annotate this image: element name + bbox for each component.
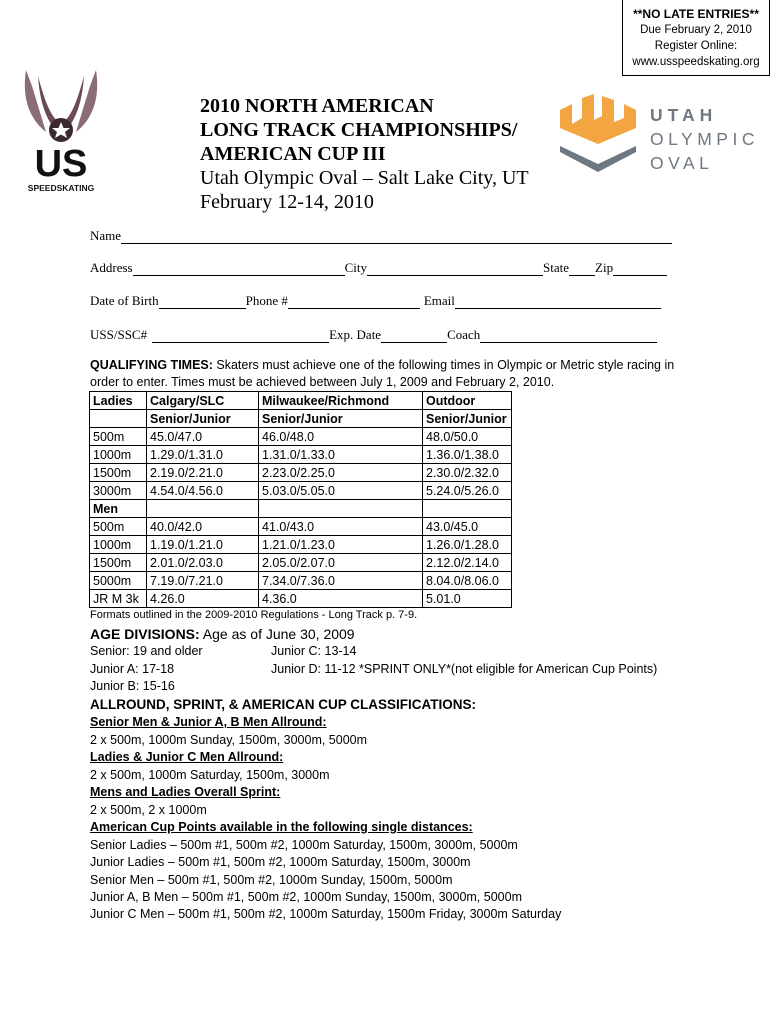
oval-word-utah: UTAH [650, 105, 718, 125]
table-cell: 2.30.0/2.32.0 [423, 464, 512, 482]
table-cell: JR M 3k [90, 590, 147, 608]
table-header-cell: Calgary/SLC [147, 392, 259, 410]
table-cell: 1.31.0/1.33.0 [259, 446, 423, 464]
age-divisions-heading: AGE DIVISIONS: [90, 626, 200, 642]
table-header-cell: Milwaukee/Richmond [259, 392, 423, 410]
senior-men-allround-text: 2 x 500m, 1000m Sunday, 1500m, 3000m, 5000m [90, 733, 368, 747]
uss-field[interactable] [152, 328, 329, 343]
oval-word-oval: OVAL [650, 153, 714, 173]
name-label: Name [90, 228, 122, 243]
table-cell: 2.01.0/2.03.0 [147, 554, 259, 572]
table-cell [423, 500, 512, 518]
table-cell: 7.34.0/7.36.0 [259, 572, 423, 590]
american-cup-heading: American Cup Points available in the following single distances: [90, 820, 473, 834]
senior-men-allround-heading: Senior Men & Junior A, B Men Allround: [90, 715, 327, 729]
address-field[interactable] [133, 261, 345, 276]
table-row [90, 590, 512, 608]
register-url[interactable]: www.usspeedskating.org [632, 56, 760, 68]
table-cell: 500m [90, 518, 147, 536]
dob-row [90, 293, 661, 311]
table-row [90, 518, 512, 536]
city-label: City [344, 260, 368, 275]
regulations-footnote: Formats outlined in the 2009-2010 Regulations - Long Track p. 7-9. [90, 609, 418, 621]
state-field[interactable] [569, 261, 595, 276]
uss-row [90, 327, 657, 345]
american-cup-junior-ladies: Junior Ladies – 500m #1, 500m #2, 1000m Saturday, 1500m, 3000m [90, 855, 471, 869]
age-divisions-heading-row [90, 625, 355, 644]
oval-word-olympic: OLYMPIC [650, 129, 759, 149]
table-header-row [90, 392, 512, 410]
overall-sprint-text: 2 x 500m, 2 x 1000m [90, 803, 207, 817]
register-online-label: Register Online: [654, 40, 738, 52]
qualifying-heading: QUALIFYING TIMES: [90, 358, 213, 372]
table-header-cell: Senior/Junior [259, 410, 423, 428]
qualifying-text-1: Skaters must achieve one of the following times in Olympic or Metric style racing in [212, 358, 675, 372]
table-cell [147, 500, 259, 518]
address-row [90, 260, 667, 278]
name-row [90, 228, 672, 246]
age-junior-c: Junior C: 13-14 [271, 644, 357, 658]
qualifying-times-table [89, 391, 512, 608]
coach-label: Coach [447, 327, 481, 342]
table-row [90, 500, 512, 518]
title-line-1: 2010 NORTH AMERICAN [200, 95, 434, 117]
qualifying-text-2: order to enter. Times must be achieved between July 1, 2009 and February 2, 2010. [90, 375, 555, 389]
table-cell: 1500m [90, 554, 147, 572]
table-cell: 2.05.0/2.07.0 [259, 554, 423, 572]
age-senior: Senior: 19 and older [90, 644, 203, 658]
table-cell: 48.0/50.0 [423, 428, 512, 446]
utah-olympic-oval-wordmark [650, 103, 759, 175]
table-cell: 1500m [90, 464, 147, 482]
table-cell: 4.26.0 [147, 590, 259, 608]
us-speedskating-logo [18, 66, 104, 194]
table-cell: 5.03.0/5.05.0 [259, 482, 423, 500]
table-row [90, 446, 512, 464]
table-row [90, 482, 512, 500]
overall-sprint-heading: Mens and Ladies Overall Sprint: [90, 785, 281, 799]
table-cell: 8.04.0/8.06.0 [423, 572, 512, 590]
us-speedskating-emblem-icon [18, 66, 104, 194]
table-header-cell: Senior/Junior [423, 410, 512, 428]
table-cell: 5.01.0 [423, 590, 512, 608]
table-row [90, 554, 512, 572]
table-cell: 1.21.0/1.23.0 [259, 536, 423, 554]
phone-label: Phone # [245, 293, 288, 308]
event-location: Utah Olympic Oval – Salt Lake City, UT [200, 167, 529, 189]
table-cell: 500m [90, 428, 147, 446]
table-cell: 5000m [90, 572, 147, 590]
age-as-of: Age as of June 30, 2009 [199, 626, 355, 642]
email-field[interactable] [455, 294, 661, 309]
table-row [90, 464, 512, 482]
table-cell: 1000m [90, 446, 147, 464]
table-header-cell: Ladies [90, 392, 147, 410]
table-cell: 1.26.0/1.28.0 [423, 536, 512, 554]
american-cup-junior-ab-men: Junior A, B Men – 500m #1, 500m #2, 1000m Sunday, 1500m, 3000m, 5000m [90, 890, 522, 904]
title-line-2: LONG TRACK CHAMPIONSHIPS/ [200, 119, 518, 141]
dob-label: Date of Birth [90, 293, 159, 308]
table-cell: 40.0/42.0 [147, 518, 259, 536]
table-cell: 3000m [90, 482, 147, 500]
email-label: Email [423, 293, 455, 308]
age-junior-b: Junior B: 15-16 [90, 679, 175, 693]
no-late-entries: **NO LATE ENTRIES** [633, 7, 759, 21]
table-cell: 2.19.0/2.21.0 [147, 464, 259, 482]
table-cell: 7.19.0/7.21.0 [147, 572, 259, 590]
table-cell: 4.36.0 [259, 590, 423, 608]
table-cell: 1.29.0/1.31.0 [147, 446, 259, 464]
due-date: Due February 2, 2010 [640, 24, 752, 36]
age-junior-a: Junior A: 17-18 [90, 662, 175, 676]
zip-field[interactable] [613, 261, 667, 276]
table-row [90, 536, 512, 554]
state-label: State [543, 260, 570, 275]
american-cup-senior-men: Senior Men – 500m #1, 500m #2, 1000m Sunday, 1500m, 5000m [90, 873, 453, 887]
utah-olympic-oval-logo [556, 94, 640, 172]
table-header-cell: Outdoor [423, 392, 512, 410]
title-line-3: AMERICAN CUP III [200, 143, 386, 165]
name-field[interactable] [121, 229, 672, 244]
table-cell: 1.36.0/1.38.0 [423, 446, 512, 464]
table-row [90, 428, 512, 446]
qualifying-intro-1 [90, 357, 674, 375]
classifications-heading: ALLROUND, SPRINT, & AMERICAN CUP CLASSIFICATIONS: [90, 697, 477, 712]
table-cell: 5.24.0/5.26.0 [423, 482, 512, 500]
table-cell: 2.12.0/2.14.0 [423, 554, 512, 572]
us-letters: US [34, 143, 88, 185]
ladies-allround-text: 2 x 500m, 1000m Saturday, 1500m, 3000m [90, 768, 330, 782]
table-cell: 1000m [90, 536, 147, 554]
late-entries-box [622, 0, 770, 76]
table-header-row [90, 410, 512, 428]
men-label-cell: Men [90, 500, 147, 518]
table-cell: 41.0/43.0 [259, 518, 423, 536]
american-cup-junior-c-men: Junior C Men – 500m #1, 500m #2, 1000m Saturday, 1500m Friday, 3000m Saturday [90, 907, 562, 921]
table-cell: 46.0/48.0 [259, 428, 423, 446]
uss-label: USS/SSC# [90, 327, 148, 342]
dob-field[interactable] [159, 294, 246, 309]
address-label: Address [90, 260, 133, 275]
city-field[interactable] [367, 261, 543, 276]
table-row [90, 572, 512, 590]
table-cell: 4.54.0/4.56.0 [147, 482, 259, 500]
zip-label: Zip [595, 260, 614, 275]
table-cell: 43.0/45.0 [423, 518, 512, 536]
oval-emblem-icon [556, 94, 640, 172]
ladies-allround-heading: Ladies & Junior C Men Allround: [90, 750, 284, 764]
exp-date-field[interactable] [381, 328, 447, 343]
table-cell [259, 500, 423, 518]
speedskating-word: SPEEDSKATING [27, 183, 95, 193]
coach-field[interactable] [480, 328, 657, 343]
exp-date-label: Exp. Date [329, 327, 382, 342]
phone-field[interactable] [288, 294, 420, 309]
table-cell: 2.23.0/2.25.0 [259, 464, 423, 482]
table-header-cell: Senior/Junior [147, 410, 259, 428]
event-title [200, 94, 517, 166]
table-cell: 45.0/47.0 [147, 428, 259, 446]
table-header-cell [90, 410, 147, 428]
event-dates: February 12-14, 2010 [200, 191, 374, 213]
age-junior-d: Junior D: 11-12 *SPRINT ONLY*(not eligible for American Cup Points) [271, 662, 658, 676]
american-cup-senior-ladies: Senior Ladies – 500m #1, 500m #2, 1000m Saturday, 1500m, 3000m, 5000m [90, 838, 518, 852]
table-cell: 1.19.0/1.21.0 [147, 536, 259, 554]
